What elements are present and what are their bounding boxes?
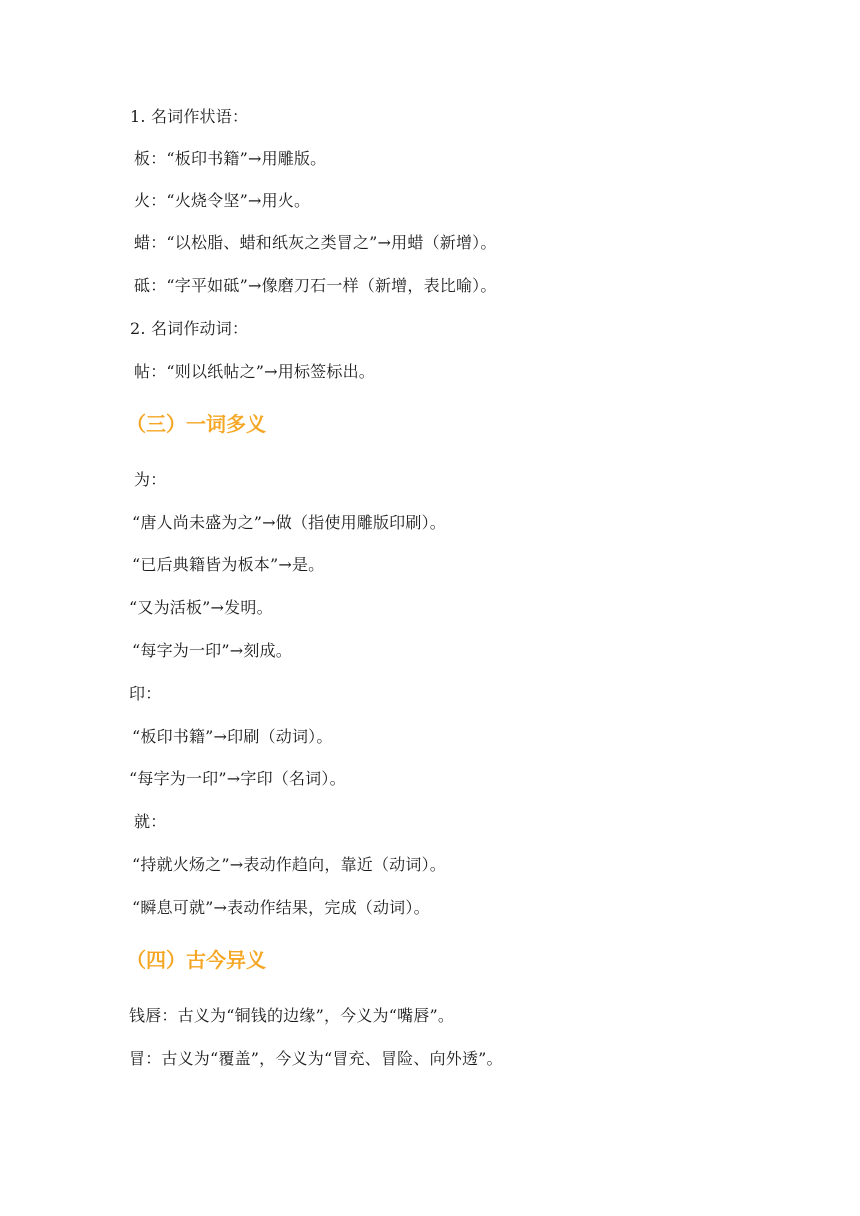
list-item: “持就火炀之”→表动作趋向，靠近（动词）。 <box>132 855 446 874</box>
list-item: “每字为一印”→字印（名词）。 <box>129 769 346 788</box>
list-item: 砥：“字平如砥”→像磨刀石一样（新增，表比喻）。 <box>134 276 497 295</box>
list-item: “又为活板”→发明。 <box>129 598 273 617</box>
section-heading-ancient-modern: （四）古今异义 <box>126 948 266 972</box>
subsection-title-noun-as-adverbial: 1. 名词作状语： <box>130 107 249 126</box>
list-item: 帖：“则以纸帖之”→用标签标出。 <box>134 362 375 381</box>
list-item: “瞬息可就”→表动作结果，完成（动词）。 <box>132 898 430 917</box>
list-item: “已后典籍皆为板本”→是。 <box>132 555 325 574</box>
list-item: 冒：古义为“覆盖”，今义为“冒充、冒险、向外透”。 <box>129 1049 503 1068</box>
list-item: “板印书籍”→印刷（动词）。 <box>132 727 333 746</box>
term-label: 印： <box>129 684 162 703</box>
list-item: “每字为一印”→刻成。 <box>132 641 292 660</box>
list-item: “唐人尚未盛为之”→做（指使用雕版印刷）。 <box>132 513 446 532</box>
list-item: 火：“火烧令坚”→用火。 <box>134 191 311 210</box>
term-label: 就： <box>134 812 167 831</box>
list-item: 板：“板印书籍”→用雕版。 <box>134 149 327 168</box>
term-label: 为： <box>134 470 167 489</box>
list-item: 钱唇：古义为“铜钱的边缘”，今义为“嘴唇”。 <box>129 1006 455 1025</box>
section-heading-polysemy: （三）一词多义 <box>126 412 266 436</box>
subsection-title-noun-as-verb: 2. 名词作动词： <box>130 319 249 338</box>
list-item: 蜡：“以松脂、蜡和纸灰之类冒之”→用蜡（新增）。 <box>134 233 497 252</box>
